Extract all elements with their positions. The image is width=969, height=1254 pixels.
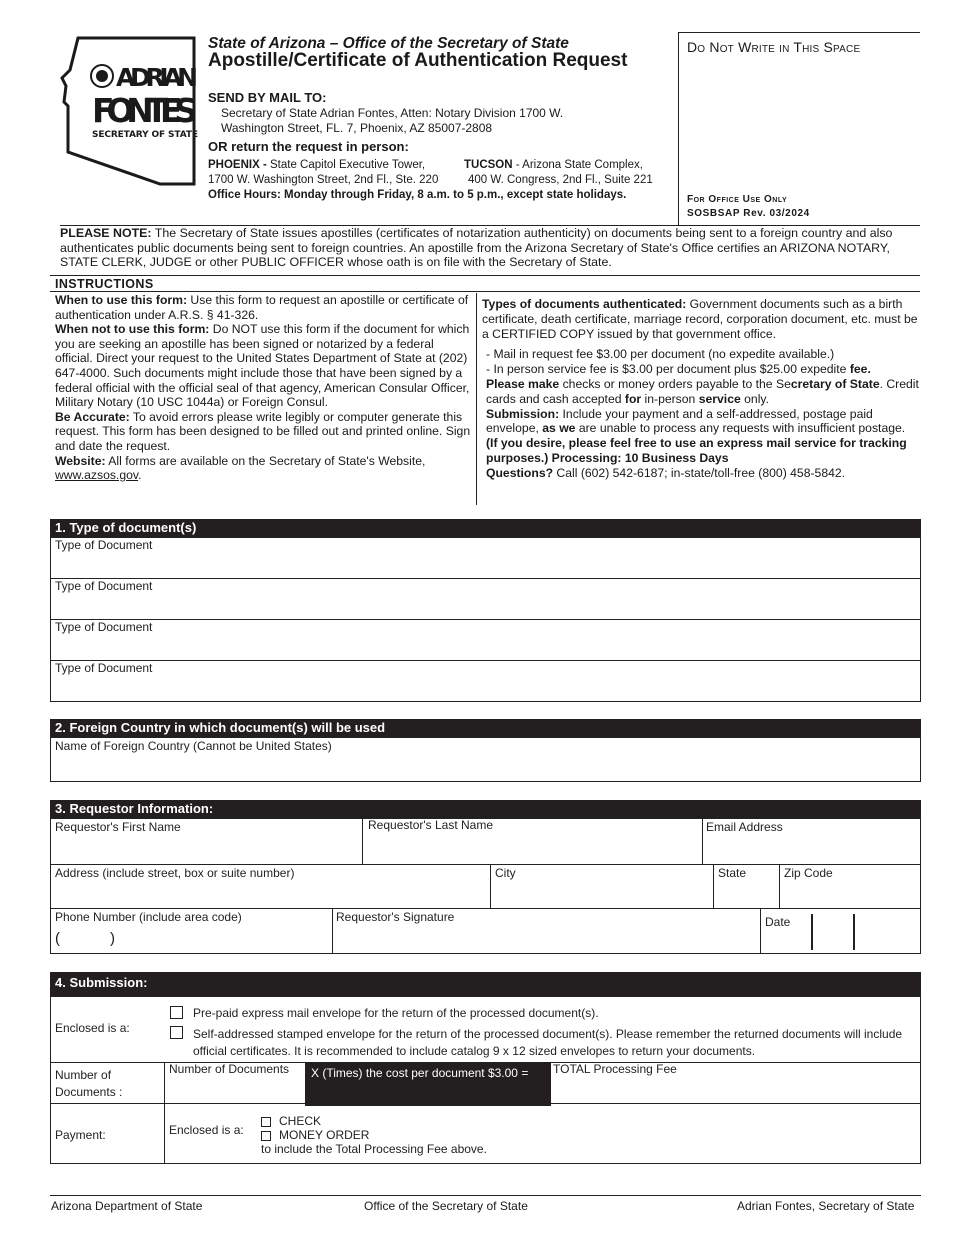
date-divider-1 [811,914,813,950]
document-type-field-1[interactable]: Type of Document [55,538,153,552]
payment-enclosed-label: Enclosed is a: [169,1123,244,1137]
date-field[interactable] [814,910,918,952]
tucson-address: TUCSON - Arizona State Complex, 400 W. Congress, 2nd Fl., Suite 221 [464,159,653,186]
check-checkbox[interactable] [261,1117,271,1127]
first-name-field[interactable]: Requestor's First Name [55,820,181,834]
zip-code-field[interactable]: Zip Code [784,866,833,880]
address-field[interactable]: Address (include street, box or suite number) [55,866,295,880]
email-field[interactable]: Email Address [706,820,783,834]
office-use-label: For Office Use Only [687,194,788,205]
last-name-field[interactable]: Requestor's Last Name [368,818,494,832]
section-3-header: 3. Requestor Information: [50,800,921,818]
number-of-documents-label: Number of Documents : [55,1068,123,1099]
enclosed-label: Enclosed is a: [55,1021,130,1035]
instructions-right: Types of documents authenticated: Government documents such as a birth certificate, death certificate, marriage record, corporation document, etc. must be a CERTIFIED COPY issued by that government office. - Mail in request fee $3.00 per document (no expedite available.) - In person service fee is $3.00 per document plus $25.00 expedite fee. Please make checks or money orders payable to the Secretary of State. Credit cards and cash accepted for in-person service only. Submission: Include your payment and a self-addressed, postage paid envelope, as we are unable to process any requests with insufficient postage. (If you desire, please feel free to use an express mail service for tracking purposes.) Processing: 10 Business Days Questions? Call (602) 542-6187; in-state/toll-free (800) 458-5842. [482,297,919,480]
footer-office: Office of the Secretary of State [364,1199,528,1213]
send-by-mail-label: SEND BY MAIL TO: [208,90,327,105]
check-label: CHECK [279,1114,322,1128]
arizona-logo [60,34,202,196]
please-note: PLEASE NOTE: The Secretary of State issues apostilles (certificates of notarization authenticity) on documents being sent to a foreign country and also authenticates public documents being sent to foreign countries. An apostille from the Arizona Secretary of State's Office certifies an ARIZONA NOTARY, STATE CLERK, JUDGE or other PUBLIC OFFICER whose oath is on file with the Secretary of State. [60,226,893,269]
form-revision: SOSBSAP Rev. 03/2024 [687,208,810,219]
section-4-header: 4. Submission: [50,972,921,996]
section-1-header: 1. Type of document(s) [50,519,921,537]
phoenix-address: PHOENIX - State Capitol Executive Tower, 1700 W. Washington Street, 2nd Fl., Ste. 220 [208,159,439,186]
mail-address: Secretary of State Adrian Fontes, Atten: Notary Division 1700 W. Washington Street, FL. 7, Phoenix, AZ 85007-2808 [221,106,564,135]
total-processing-fee-field[interactable]: TOTAL Processing Fee [553,1062,677,1076]
self-addressed-envelope-checkbox[interactable] [170,1026,183,1039]
money-order-label: MONEY ORDER [279,1128,370,1142]
in-person-label: OR return the request in person: [208,139,409,154]
phone-label: Phone Number (include area code) [55,910,242,924]
number-of-documents-field[interactable]: Number of Documents [169,1062,290,1076]
svg-text:SECRETARY OF STATE: SECRETARY OF STATE [92,130,198,140]
section-2-header: 2. Foreign Country in which document(s) will be used [50,719,921,737]
prepaid-envelope-checkbox[interactable] [170,1006,183,1019]
payment-note: to include the Total Processing Fee above. [261,1142,487,1156]
instructions-title: INSTRUCTIONS [55,277,154,291]
state-field[interactable]: State [718,866,747,880]
document-type-field-3[interactable]: Type of Document [55,620,153,634]
document-type-field-4[interactable]: Type of Document [55,661,153,675]
svg-text:ADRIAN: ADRIAN [116,63,198,92]
office-name: State of Arizona – Office of the Secretary of State [208,35,569,52]
form-title: Apostille/Certificate of Authentication Request [208,50,628,71]
date-label: Date [765,915,791,929]
footer-department: Arizona Department of State [51,1199,203,1213]
cost-per-document-label: X (Times) the cost per document $3.00 = [305,1062,551,1106]
document-type-field-2[interactable]: Type of Document [55,579,153,593]
instructions-left: When to use this form: Use this form to request an apostille or certificate of authentication under A.R.S. § 41-326. When not to use this form: Do NOT use this form if the document for which you are seeking an apostille has been signed or notarized by a federal official. Direct your request to the United States Department of State at (202) 647-4000. Such documents might include those that have been signed by a federal official with the official seal of that agency, American Consular Officer, Military Notary (10 USC 1044a) or Foreign Consul. Be Accurate: To avoid errors please write legibly or computer generate this request. This form has been designed to be filled out and printed online. Sign and date the request. Website: All forms are available on the Secretary of State's Website, www.azsos.gov. [55,293,471,483]
do-not-write-label: Do Not Write in This Space [687,39,861,55]
signature-field[interactable]: Requestor's Signature [336,910,455,924]
prepaid-envelope-label: Pre-paid express mail envelope for the return of the processed document(s). [193,1006,599,1020]
city-field[interactable]: City [495,866,516,880]
foreign-country-field[interactable]: Name of Foreign Country (Cannot be United States) [55,739,332,753]
footer-secretary: Adrian Fontes, Secretary of State [737,1199,915,1213]
self-addressed-envelope-label: Self-addressed stamped envelope for the return of the processed document(s). Please remember the returned documents will include official certificates. It is recommended to include catalog 9 x 12 sized envelopes to return your documents. [193,1027,903,1058]
office-hours: Office Hours: Monday through Friday, 8 a.m. to 5 p.m., except state holidays. [208,189,627,201]
website-link[interactable]: www.azsos.gov [55,468,139,483]
money-order-checkbox[interactable] [261,1131,271,1141]
payment-label: Payment: [55,1128,106,1142]
svg-text:FONTES: FONTES [92,91,198,130]
phone-field[interactable]: ( ) [55,930,115,947]
